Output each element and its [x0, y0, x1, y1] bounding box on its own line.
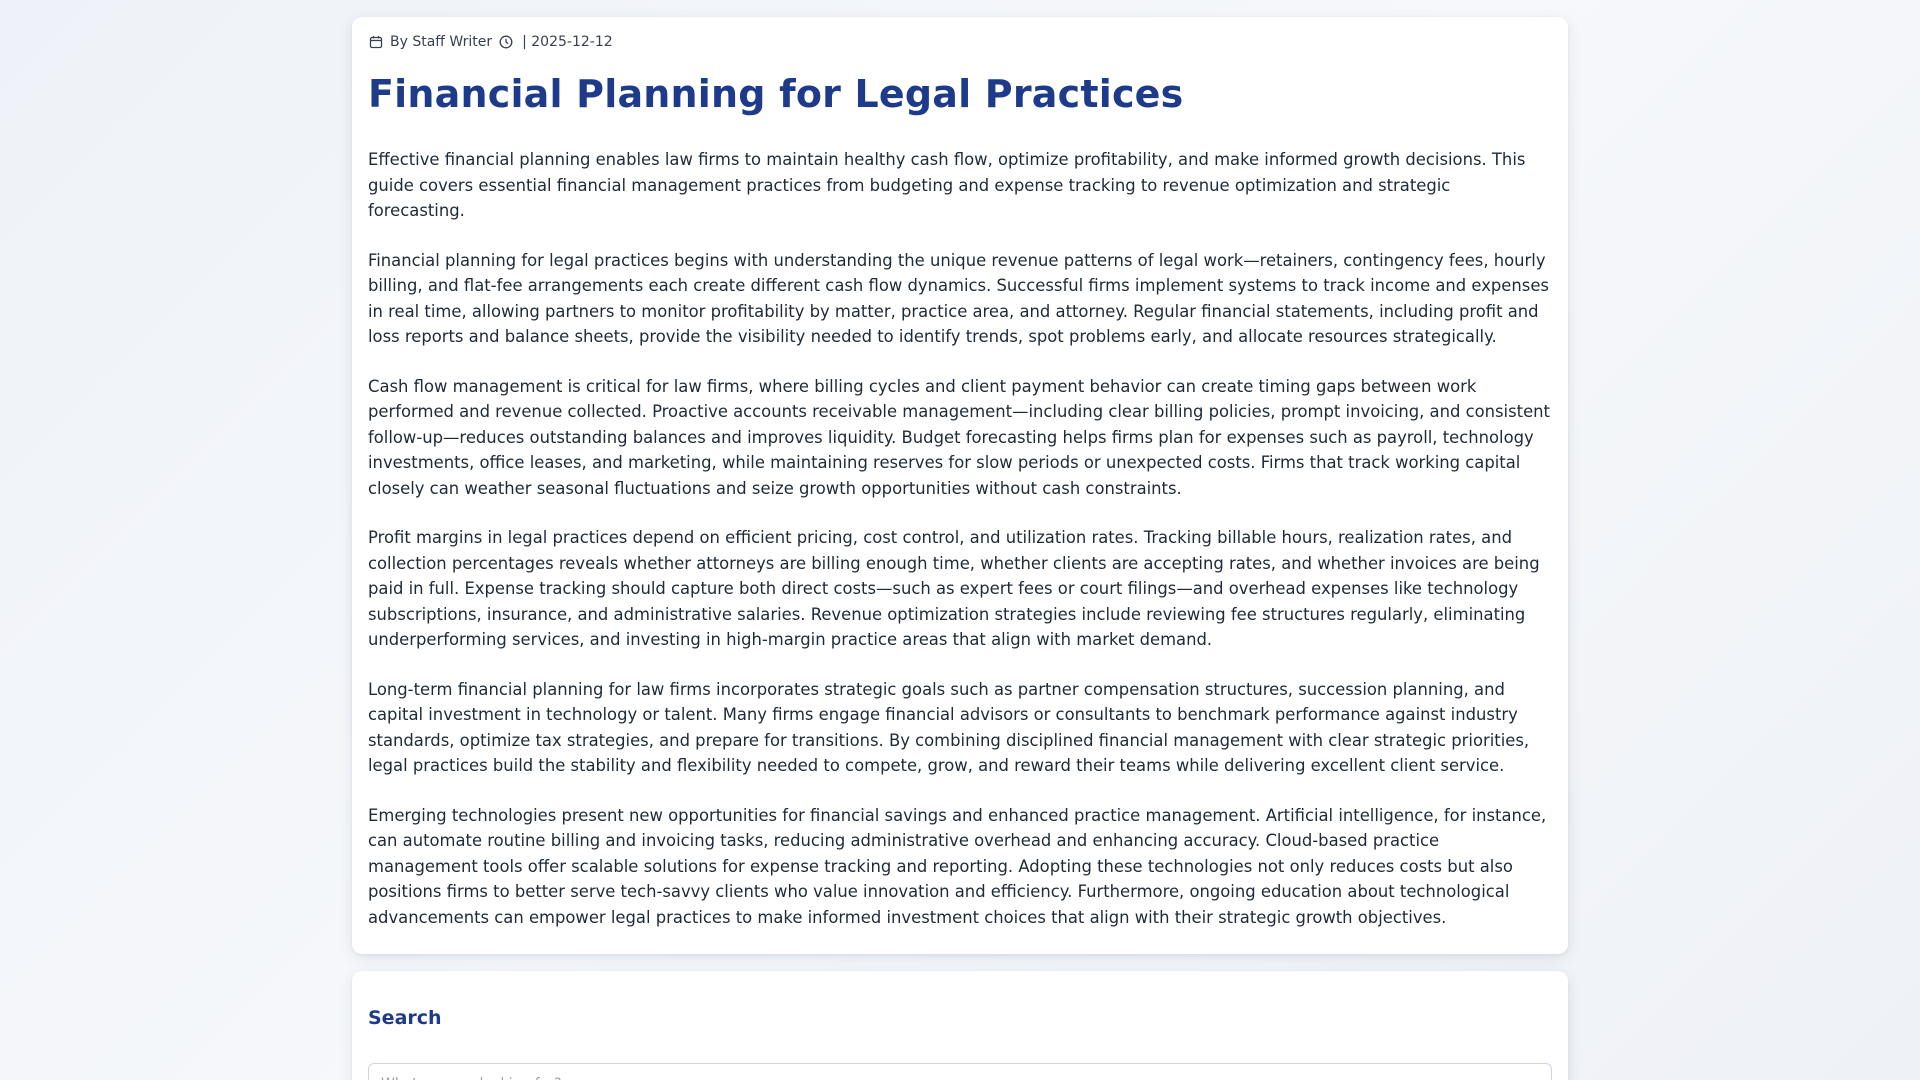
search-card — [352, 971, 1568, 1080]
article-paragraph: Cash flow management is critical for law firms, where billing cycles and client payment behavior can create timing gaps between work performed and revenue collected. Proactive accounts receivable management—including clear billing policies, prompt invoicing, and consistent follow-up—reduces outstanding balances and improves liquidity. Budget forecasting helps firms plan for expenses such as payroll, technology investments, office leases, and marketing, while maintaining reserves for slow periods or unexpected costs. Firms that track working capital closely can weather seasonal fluctuations and seize growth opportunities without cash constraints. — [368, 376, 1550, 498]
article-paragraph: Effective financial planning enables law firms to maintain healthy cash flow, optimize profitability, and make informed growth decisions. This guide covers essential financial management practices from budgeting and expense tracking to revenue optimization and strategic forecasting. — [368, 150, 1526, 220]
article-paragraph: Emerging technologies present new opportunities for financial savings and enhanced practice management. Artificial intelligence, for instance, can automate routine billing and invoicing tasks, reducing administrative overhead and enhancing accuracy. Cloud-based practice management tools offer scalable solutions for expense tracking and reporting. Adopting these technologies not only reduces costs but also positions firms to better serve tech-savvy clients who value innovation and efficiency. Furthermore, ongoing education about technological advancements can empower legal practices to make informed investment choices that align with their strategic growth objectives. — [368, 805, 1547, 927]
article-card — [352, 17, 1568, 954]
article-byline: By Staff Writer — [390, 34, 493, 50]
clock-icon — [498, 34, 514, 50]
page-container — [352, 0, 1568, 1080]
article-paragraph: Long-term financial planning for law firms incorporates strategic goals such as partner compensation structures, succession planning, and capital investment in technology or talent. Many firms engage financial advisors or consultants to benchmark performance against industry standards, optimize tax strategies, and prepare for transitions. By combining disciplined financial management with clear strategic priorities, legal practices build the stability and flexibility needed to compete, grow, and reward their teams while delivering excellent client service. — [368, 679, 1530, 775]
calendar-icon — [368, 34, 384, 50]
article-paragraph: Profit margins in legal practices depend on efficient pricing, cost control, and utilization rates. Tracking billable hours, realization rates, and collection percentages reveals whether attorneys are billing enough time, whether clients are accepting rates, and whether invoices are being paid in full. Expense tracking should capture both direct costs—such as expert fees or court filings—and overhead expenses like technology subscriptions, insurance, and administrative salaries. Revenue optimization strategies include reviewing fee structures regularly, eliminating underperforming services, and investing in high-margin practice areas that align with market demand. — [368, 528, 1540, 649]
article-title: Financial Planning for Legal Practices — [368, 72, 1184, 116]
search-heading: Search — [368, 1007, 442, 1029]
article-date: | 2025-12-12 — [522, 34, 613, 50]
article-paragraph: Financial planning for legal practices begins with understanding the unique revenue patterns of legal work—retainers, contingency fees, hourly billing, and flat-fee arrangements each create different cash flow dynamics. Successful firms implement systems to track income and expenses in real time, allowing partners to monitor profitability by matter, practice area, and attorney. Regular financial statements, including profit and loss reports and balance sheets, provide the visibility needed to identify trends, spot problems early, and allocate resources strategically. — [368, 250, 1549, 346]
article-meta — [368, 33, 1552, 51]
search-input[interactable] — [368, 1063, 1552, 1080]
